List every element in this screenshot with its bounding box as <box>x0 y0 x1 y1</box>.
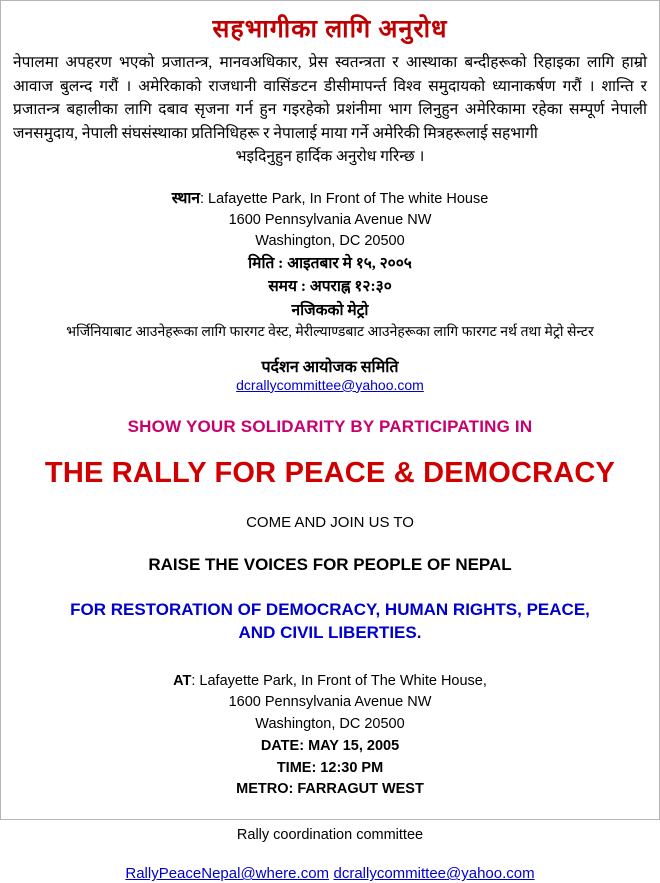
venue-value: : Lafayette Park, In Front of The white House <box>199 190 489 207</box>
nepali-appeal-paragraph <box>11 51 649 169</box>
event-details-block <box>11 671 649 802</box>
footer-email-row <box>11 865 649 883</box>
address-line-2: 1600 Pennsylvania Avenue NW <box>228 694 432 711</box>
time-line-nepali: समय : अपराह्न १२:३० <box>268 278 392 296</box>
organizer-email-link[interactable]: dcrallycommittee@yahoo.com <box>236 376 424 393</box>
venue-line <box>11 187 649 210</box>
venue-address-line-2: 1600 Pennsylvania Avenue NW <box>228 211 432 228</box>
nepali-appeal-text-last: भइदिनुहुन हार्दिक अनुरोध गरिन्छ । <box>235 148 425 166</box>
date-label: DATE: <box>260 737 305 754</box>
organizer-title: पर्दशन आयोजक समिति <box>261 358 399 376</box>
at-value: : Lafayette Park, In Front of The White House, <box>191 672 487 689</box>
date-line <box>11 736 649 758</box>
address-line-3: Washington, DC 20500 <box>255 716 405 733</box>
metro-value: FARRAGUT WEST <box>293 781 424 798</box>
footer-email-link-1[interactable]: RallyPeaceNepal@where.com <box>125 865 330 883</box>
date-line-nepali: मिति : आइतबार मे १५, २००५ <box>248 255 412 273</box>
venue-label: स्थान <box>171 189 200 207</box>
restoration-line-1: FOR RESTORATION OF DEMOCRACY, HUMAN RIGHTS, PEACE, <box>70 599 590 619</box>
venue-block <box>11 187 649 343</box>
come-join-text: COME AND JOIN US TO <box>246 513 414 531</box>
metro-label-nepali: नजिकको मेट्रो <box>291 301 369 319</box>
time-label: TIME: <box>276 759 317 776</box>
rally-title: THE RALLY FOR PEACE & DEMOCRACY <box>44 456 616 489</box>
page-title: सहभागीका लागि अनुरोध <box>212 16 448 43</box>
nepali-appeal-text: नेपालमा अपहरण भएको प्रजातन्त्र, मानवअधिकार, प्रेस स्वतन्त्रता र आस्थाका बन्दीहरूको रिहाइका लागि हाम्रो आवाज बुलन्द गरौं । अमेरिकाको राजधानी वासिंङटन डीसीमापर्न्त विश्व समुदायको ध्यानाकर्षण गरौं । शान्ति र प्रजातन्त्र बहालीका लागि दबाव सृजना गर्न हुन गइरहेको प्रशंनीमा भाग लिनुहुन अमेरिकामा रहेका सम्पूर्ण नेपाली जनसमुदाय, नेपाली संघसंस्थाका प्रतिनिधिहरू र नेपालाई माया गर्ने अमेरिकी मित्रहरूलाई सहभागी <box>13 54 647 142</box>
footer-email-link-2[interactable]: dcrallycommittee@yahoo.com <box>333 865 535 883</box>
organizer-email-row <box>11 377 649 395</box>
metro-label: METRO: <box>236 781 294 798</box>
date-value: MAY 15, 2005 <box>304 737 400 754</box>
metro-line <box>11 779 649 801</box>
at-label: AT <box>173 672 192 689</box>
coordination-committee: Rally coordination committee <box>236 827 424 844</box>
at-line <box>11 671 649 693</box>
restoration-heading <box>11 599 649 645</box>
time-value: 12:30 PM <box>316 759 384 776</box>
restoration-line-2: AND CIVIL LIBERTIES. <box>238 622 422 642</box>
solidarity-heading: SHOW YOUR SOLIDARITY BY PARTICIPATING IN <box>127 416 533 436</box>
venue-address-line-3: Washington, DC 20500 <box>255 233 405 249</box>
raise-voices-heading: RAISE THE VOICES FOR PEOPLE OF NEPAL <box>148 554 512 574</box>
time-line <box>11 758 649 780</box>
metro-line-nepali: भर्जिनियाबाट आउनेहरूका लागि फारगट वेस्ट, मेरील्याण्डबाट आउनेहरूका लागि फारगट नर्थ तथा मेट्रो सेन्टर <box>66 324 594 340</box>
